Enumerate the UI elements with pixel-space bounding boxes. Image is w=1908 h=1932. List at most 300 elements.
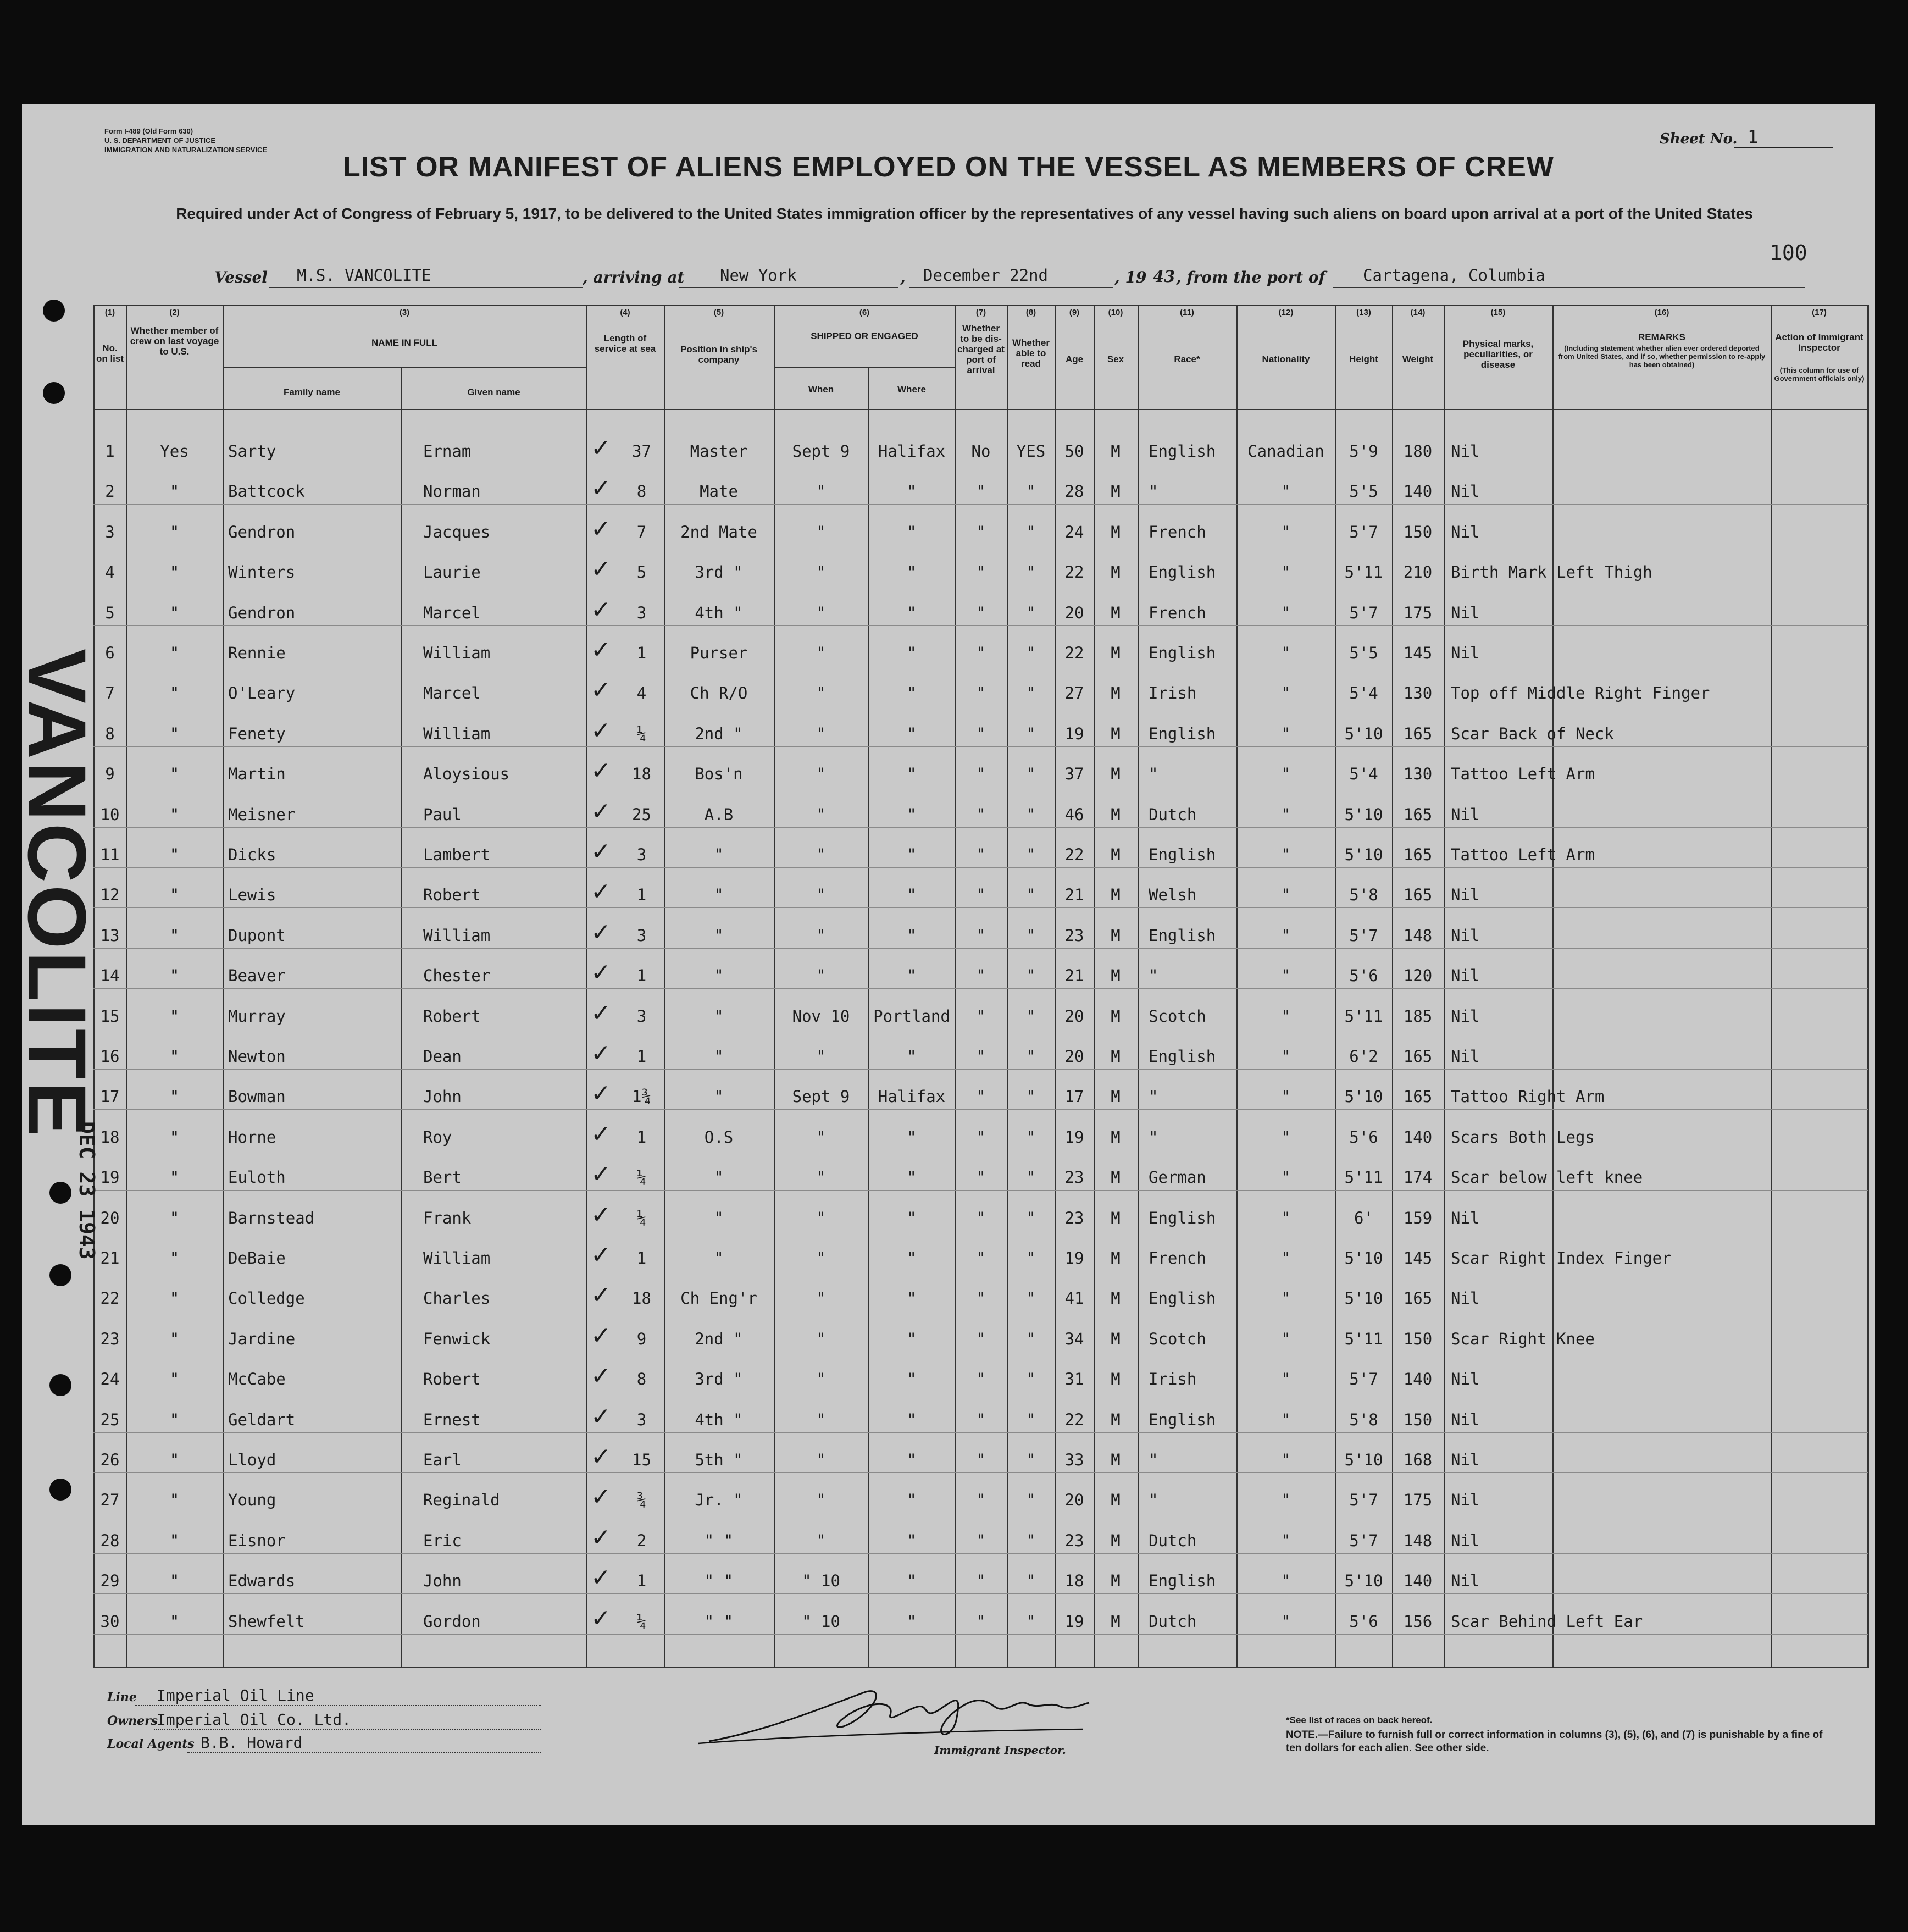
cell-nationality: "	[1281, 1491, 1291, 1509]
col-num-16: (16)	[1654, 308, 1670, 317]
cell-service: 3	[636, 604, 647, 622]
header-given-name: Given name	[467, 387, 520, 397]
header-remarks-note: (Including statement whether alien ever ordered deported from United States, and if so, whether permission to re-apply has been obtained)	[1558, 344, 1766, 369]
cell-service: 3	[636, 1007, 647, 1026]
cell-given: Dean	[423, 1047, 462, 1066]
cell-nationality: "	[1281, 482, 1291, 501]
cell-when: "	[816, 644, 826, 662]
cell-height: 5'10	[1344, 845, 1383, 864]
cell-read: "	[1026, 523, 1036, 541]
cell-nationality: "	[1281, 1007, 1291, 1026]
header-remarks: REMARKS	[1638, 332, 1685, 342]
cell-race: French	[1149, 1249, 1206, 1267]
cell-race: "	[1149, 1128, 1158, 1147]
cell-age: 17	[1064, 1087, 1084, 1106]
row-rule	[93, 948, 1868, 949]
cell-service: 8	[636, 482, 647, 501]
cell-crew: "	[169, 1410, 180, 1429]
cell-no: 22	[100, 1289, 120, 1308]
col-rule	[586, 305, 587, 1668]
header-name-in-full: NAME IN FULL	[371, 337, 437, 348]
cell-sex: M	[1111, 442, 1121, 461]
cell-crew: "	[169, 1571, 180, 1590]
cell-height: 5'8	[1349, 1410, 1378, 1429]
cell-age: 23	[1064, 1209, 1084, 1227]
cell-physical: Nil	[1451, 442, 1480, 461]
cell-when: "	[816, 1249, 826, 1267]
row-rule	[93, 1593, 1868, 1594]
cell-where: "	[907, 885, 917, 904]
check-mark-icon: ✓	[591, 515, 611, 543]
row-rule	[93, 1432, 1868, 1433]
cell-no: 17	[100, 1087, 120, 1106]
cell-age: 34	[1064, 1330, 1084, 1348]
cell-nationality: "	[1281, 1209, 1291, 1227]
cell-family: Murray	[228, 1007, 286, 1026]
cell-weight: 156	[1403, 1612, 1433, 1631]
cell-given: Lambert	[423, 845, 491, 864]
header-nationality: Nationality	[1262, 354, 1310, 364]
cell-when: Nov 10	[792, 1007, 850, 1026]
cell-when: "	[816, 1451, 826, 1469]
cell-family: McCabe	[228, 1370, 286, 1388]
cell-race: English	[1149, 644, 1216, 662]
cell-position: 2nd "	[695, 724, 743, 743]
cell-given: Fenwick	[423, 1330, 491, 1348]
check-mark-icon: ✓	[591, 1564, 611, 1592]
cell-when: "	[816, 765, 826, 783]
cell-read: "	[1026, 1168, 1036, 1187]
cell-discharged: "	[976, 765, 986, 783]
cell-weight: 145	[1403, 1249, 1433, 1267]
header-shipped-engaged: SHIPPED OR ENGAGED	[811, 331, 918, 341]
cell-when: "	[816, 1330, 826, 1348]
penalty-note: NOTE.—Failure to furnish full or correct information in columns (3), (5), (6), and (7) is punishable by a fine of ten dollars for each alien. See other side.	[1286, 1729, 1823, 1754]
table-top-border	[93, 305, 1868, 306]
cell-race: English	[1149, 724, 1216, 743]
cell-position: "	[714, 1168, 724, 1187]
cell-height: 5'4	[1349, 684, 1378, 702]
cell-discharged: "	[976, 1410, 986, 1429]
cell-where: "	[907, 1128, 917, 1147]
cell-position: " "	[704, 1531, 734, 1550]
cell-crew: "	[169, 1047, 180, 1066]
cell-discharged: "	[976, 604, 986, 622]
cell-crew: "	[169, 1289, 180, 1308]
cell-height: 5'7	[1349, 1531, 1378, 1550]
cell-when: " 10	[802, 1612, 840, 1631]
cell-nationality: "	[1281, 644, 1291, 662]
cell-physical: Nil	[1451, 1451, 1480, 1469]
col-num-2: (2)	[169, 308, 180, 317]
cell-physical: Nil	[1451, 1410, 1480, 1429]
cell-service: 1	[636, 1047, 647, 1066]
cell-given: Gordon	[423, 1612, 481, 1631]
cell-height: 5'10	[1344, 1249, 1383, 1267]
cell-crew: "	[169, 1168, 180, 1187]
cell-height: 5'6	[1349, 1612, 1378, 1631]
cell-service: 2	[636, 1531, 647, 1550]
cell-race: "	[1149, 765, 1158, 783]
cell-race: Welsh	[1149, 885, 1197, 904]
cell-given: Robert	[423, 1370, 481, 1388]
check-mark-icon: ✓	[591, 1080, 611, 1108]
cell-race: French	[1149, 523, 1206, 541]
cell-no: 1	[105, 442, 115, 461]
cell-nationality: "	[1281, 1289, 1291, 1308]
cell-weight: 175	[1403, 604, 1433, 622]
cell-family: Horne	[228, 1128, 276, 1147]
cell-where: "	[907, 1209, 917, 1227]
cell-service: 18	[632, 1289, 651, 1308]
col-num-13: (13)	[1356, 308, 1371, 317]
cell-position: "	[714, 966, 724, 985]
cell-weight: 120	[1403, 966, 1433, 985]
cell-no: 12	[100, 885, 120, 904]
cell-read: "	[1026, 1571, 1036, 1590]
cell-family: Meisner	[228, 805, 296, 824]
cell-nationality: "	[1281, 1531, 1291, 1550]
cell-height: 5'11	[1344, 1007, 1383, 1026]
cell-nationality: "	[1281, 1330, 1291, 1348]
cell-service: 8	[636, 1370, 647, 1388]
cell-weight: 175	[1403, 1491, 1433, 1509]
cell-sex: M	[1111, 1168, 1121, 1187]
header-discharged: Whether to be dis-charged at port of arrival	[957, 323, 1005, 375]
cell-family: Dupont	[228, 926, 286, 945]
cell-read: "	[1026, 1491, 1036, 1509]
row-rule	[93, 907, 1868, 908]
cell-read: "	[1026, 1128, 1036, 1147]
punch-hole	[49, 1374, 71, 1396]
cell-position: "	[714, 1249, 724, 1267]
header-family-name: Family name	[284, 387, 340, 397]
cell-age: 37	[1064, 765, 1084, 783]
cell-discharged: "	[976, 1128, 986, 1147]
row-rule	[93, 1109, 1868, 1110]
cell-height: 5'6	[1349, 966, 1378, 985]
cell-physical: Scar Back of Neck	[1451, 724, 1614, 743]
cell-read: "	[1026, 1410, 1036, 1429]
cell-family: Jardine	[228, 1330, 296, 1348]
cell-weight: 150	[1403, 1330, 1433, 1348]
cell-when: Sept 9	[792, 442, 850, 461]
cell-weight: 165	[1403, 1289, 1433, 1308]
cell-no: 15	[100, 1007, 120, 1026]
sheet-number-underline	[1734, 147, 1833, 148]
check-mark-icon: ✓	[591, 1241, 611, 1269]
cell-race: English	[1149, 442, 1216, 461]
cell-no: 30	[100, 1612, 120, 1631]
table-header-bottom-border	[93, 409, 1868, 410]
cell-when: "	[816, 482, 826, 501]
cell-crew: Yes	[160, 442, 189, 461]
cell-physical: Nil	[1451, 1289, 1480, 1308]
cell-service: ¼	[636, 724, 647, 743]
cell-sex: M	[1111, 1612, 1121, 1631]
cell-nationality: "	[1281, 1047, 1291, 1066]
line-underline	[135, 1705, 541, 1706]
header-crew-member: Whether member of crew on last voyage to U.S.	[130, 325, 219, 357]
cell-race: Dutch	[1149, 805, 1197, 824]
punch-hole	[43, 382, 65, 404]
cell-crew: "	[169, 1531, 180, 1550]
cell-position: Mate	[700, 482, 738, 501]
cell-position: " "	[704, 1612, 734, 1631]
col-num-17: (17)	[1812, 308, 1827, 317]
cell-physical: Scars Both Legs	[1451, 1128, 1595, 1147]
check-mark-icon: ✓	[591, 918, 611, 946]
cell-race: French	[1149, 604, 1206, 622]
cell-nationality: "	[1281, 926, 1291, 945]
cell-nationality: "	[1281, 885, 1291, 904]
col-num-4: (4)	[620, 308, 630, 317]
stamp-vessel-name: VANCOLITE	[11, 649, 103, 1139]
cell-age: 21	[1064, 966, 1084, 985]
row-rule	[93, 746, 1868, 747]
year-prefix: , 19	[1114, 268, 1147, 286]
margin-stamp	[11, 649, 126, 1260]
cell-sex: M	[1111, 1007, 1121, 1026]
cell-no: 27	[100, 1491, 120, 1509]
port-underline	[679, 287, 898, 288]
cell-no: 28	[100, 1531, 120, 1550]
cell-physical: Nil	[1451, 1047, 1480, 1066]
cell-discharged: "	[976, 1531, 986, 1550]
cell-discharged: "	[976, 1047, 986, 1066]
cell-height: 5'11	[1344, 1330, 1383, 1348]
punch-hole	[49, 1479, 71, 1501]
cell-age: 19	[1064, 1612, 1084, 1631]
cell-sex: M	[1111, 1370, 1121, 1388]
cell-read: "	[1026, 1087, 1036, 1106]
races-note: *See list of races on back hereof.	[1286, 1715, 1433, 1725]
cell-sex: M	[1111, 1410, 1121, 1429]
cell-sex: M	[1111, 1249, 1121, 1267]
agents-value: B.B. Howard	[201, 1734, 303, 1752]
cell-sex: M	[1111, 966, 1121, 985]
header-physical-marks: Physical marks, peculiarities, or disease	[1462, 339, 1534, 370]
cell-family: Bowman	[228, 1087, 286, 1106]
col-rule	[1444, 305, 1445, 1668]
cell-height: 5'4	[1349, 765, 1378, 783]
cell-weight: 148	[1403, 1531, 1433, 1550]
cell-where: "	[907, 482, 917, 501]
cell-crew: "	[169, 1370, 180, 1388]
cell-family: Lewis	[228, 885, 276, 904]
cell-position: "	[714, 845, 724, 864]
cell-crew: "	[169, 1249, 180, 1267]
cell-position: "	[714, 885, 724, 904]
check-mark-icon: ✓	[591, 596, 611, 624]
cell-height: 6'	[1354, 1209, 1373, 1227]
cell-discharged: "	[976, 1168, 986, 1187]
cell-crew: "	[169, 482, 180, 501]
header-race: Race*	[1174, 354, 1200, 364]
cell-where: "	[907, 1451, 917, 1469]
cell-when: "	[816, 523, 826, 541]
cell-where: Portland	[873, 1007, 950, 1026]
cell-discharged: "	[976, 1007, 986, 1026]
cell-age: 23	[1064, 1531, 1084, 1550]
cell-weight: 174	[1403, 1168, 1433, 1187]
cell-crew: "	[169, 1612, 180, 1631]
cell-race: English	[1149, 563, 1216, 582]
cell-read: "	[1026, 1289, 1036, 1308]
cell-given: Roy	[423, 1128, 452, 1147]
col-num-5: (5)	[713, 308, 724, 317]
cell-where: "	[907, 644, 917, 662]
cell-discharged: "	[976, 684, 986, 702]
cell-age: 19	[1064, 1128, 1084, 1147]
cell-given: Laurie	[423, 563, 481, 582]
cell-no: 26	[100, 1451, 120, 1469]
cell-age: 23	[1064, 1168, 1084, 1187]
cell-no: 20	[100, 1209, 120, 1227]
cell-sex: M	[1111, 523, 1121, 541]
punch-hole	[49, 1264, 71, 1286]
cell-discharged: "	[976, 805, 986, 824]
cell-service: 5	[636, 563, 647, 582]
cell-family: O'Leary	[228, 684, 296, 702]
cell-given: William	[423, 1249, 491, 1267]
col-num-9: (9)	[1069, 308, 1080, 317]
header-read: Whether able to read	[1012, 337, 1050, 369]
cell-where: "	[907, 1370, 917, 1388]
vessel-underline	[269, 287, 583, 288]
cell-read: "	[1026, 845, 1036, 864]
cell-service: 18	[632, 765, 651, 783]
row-rule	[93, 827, 1868, 828]
cell-family: DeBaie	[228, 1249, 286, 1267]
arrival-port: New York	[720, 266, 797, 285]
agents-label: Local Agents	[107, 1737, 195, 1751]
cell-family: Winters	[228, 563, 296, 582]
cell-race: "	[1149, 1087, 1158, 1106]
cell-age: 22	[1064, 563, 1084, 582]
cell-crew: "	[169, 1007, 180, 1026]
cell-discharged: "	[976, 1330, 986, 1348]
cell-given: Ernest	[423, 1410, 481, 1429]
cell-discharged: "	[976, 885, 986, 904]
cell-family: Edwards	[228, 1571, 296, 1590]
cell-service: 3	[636, 1410, 647, 1429]
col-num-8: (8)	[1025, 308, 1036, 317]
cell-read: "	[1026, 885, 1036, 904]
cell-when: "	[816, 1531, 826, 1550]
cell-given: John	[423, 1087, 462, 1106]
cell-race: English	[1149, 1209, 1216, 1227]
form-id-line-3: IMMIGRATION AND NATURALIZATION SERVICE	[104, 146, 268, 154]
row-rule	[93, 867, 1868, 868]
cell-no: 14	[100, 966, 120, 985]
header-action-note: (This column for use of Government officials only)	[1774, 366, 1865, 383]
cell-physical: Nil	[1451, 885, 1480, 904]
cell-position: "	[714, 1087, 724, 1106]
vessel-name: M.S. VANCOLITE	[297, 266, 431, 285]
cell-family: Fenety	[228, 724, 286, 743]
cell-family: Colledge	[228, 1289, 305, 1308]
cell-height: 6'2	[1349, 1047, 1378, 1066]
cell-crew: "	[169, 1330, 180, 1348]
cell-age: 27	[1064, 684, 1084, 702]
cell-physical: Tattoo Right Arm	[1451, 1087, 1605, 1106]
cell-weight: 159	[1403, 1209, 1433, 1227]
cell-where: "	[907, 724, 917, 743]
col-num-1: (1)	[104, 308, 115, 317]
cell-where: "	[907, 1330, 917, 1348]
cell-family: Battcock	[228, 482, 305, 501]
cell-position: 2nd "	[695, 1330, 743, 1348]
cell-weight: 165	[1403, 805, 1433, 824]
row-rule	[93, 1069, 1868, 1070]
cell-physical: Scar Right Index Finger	[1451, 1249, 1672, 1267]
cell-nationality: Canadian	[1247, 442, 1324, 461]
cell-crew: "	[169, 1128, 180, 1147]
cell-height: 5'7	[1349, 926, 1378, 945]
cell-sex: M	[1111, 1491, 1121, 1509]
cell-when: "	[816, 1410, 826, 1429]
cell-position: 3rd "	[695, 563, 743, 582]
cell-sex: M	[1111, 845, 1121, 864]
from-port-underline	[1333, 287, 1805, 288]
cell-no: 7	[105, 684, 115, 702]
cell-sex: M	[1111, 1047, 1121, 1066]
sheet-number: 1	[1748, 126, 1759, 147]
check-mark-icon: ✓	[591, 1281, 611, 1309]
cell-race: Dutch	[1149, 1612, 1197, 1631]
cell-sex: M	[1111, 1209, 1121, 1227]
cell-discharged: "	[976, 1612, 986, 1631]
cell-service: 9	[636, 1330, 647, 1348]
cell-height: 5'7	[1349, 604, 1378, 622]
cell-height: 5'10	[1344, 1571, 1383, 1590]
col-rule	[223, 305, 224, 1668]
cell-when: "	[816, 1047, 826, 1066]
cell-physical: Nil	[1451, 805, 1480, 824]
cell-nationality: "	[1281, 765, 1291, 783]
cell-given: Frank	[423, 1209, 472, 1227]
table-bottom-border	[93, 1667, 1868, 1668]
cell-read: "	[1026, 1451, 1036, 1469]
cell-family: Barnstead	[228, 1209, 315, 1227]
cell-physical: Tattoo Left Arm	[1451, 845, 1595, 864]
cell-height: 5'10	[1344, 1451, 1383, 1469]
cell-read: YES	[1016, 442, 1046, 461]
cell-read: "	[1026, 684, 1036, 702]
cell-discharged: "	[976, 1571, 986, 1590]
form-id-line-2: U. S. DEPARTMENT OF JUSTICE	[104, 136, 215, 145]
cell-physical: Birth Mark Left Thigh	[1451, 563, 1652, 582]
cell-height: 5'9	[1349, 442, 1378, 461]
cell-nationality: "	[1281, 684, 1291, 702]
cell-family: Geldart	[228, 1410, 296, 1429]
cell-where: "	[907, 563, 917, 582]
row-rule	[93, 1553, 1868, 1554]
cell-where: "	[907, 523, 917, 541]
cell-given: Jacques	[423, 523, 491, 541]
cell-weight: 140	[1403, 482, 1433, 501]
cell-age: 31	[1064, 1370, 1084, 1388]
cell-position: A.B	[704, 805, 734, 824]
arrival-date: December 22nd	[923, 266, 1048, 285]
check-mark-icon: ✓	[591, 1120, 611, 1148]
cell-when: "	[816, 724, 826, 743]
cell-where: "	[907, 1612, 917, 1631]
header-length-service: Length of service at sea	[594, 333, 656, 354]
cell-where: "	[907, 1168, 917, 1187]
cell-position: "	[714, 1209, 724, 1227]
